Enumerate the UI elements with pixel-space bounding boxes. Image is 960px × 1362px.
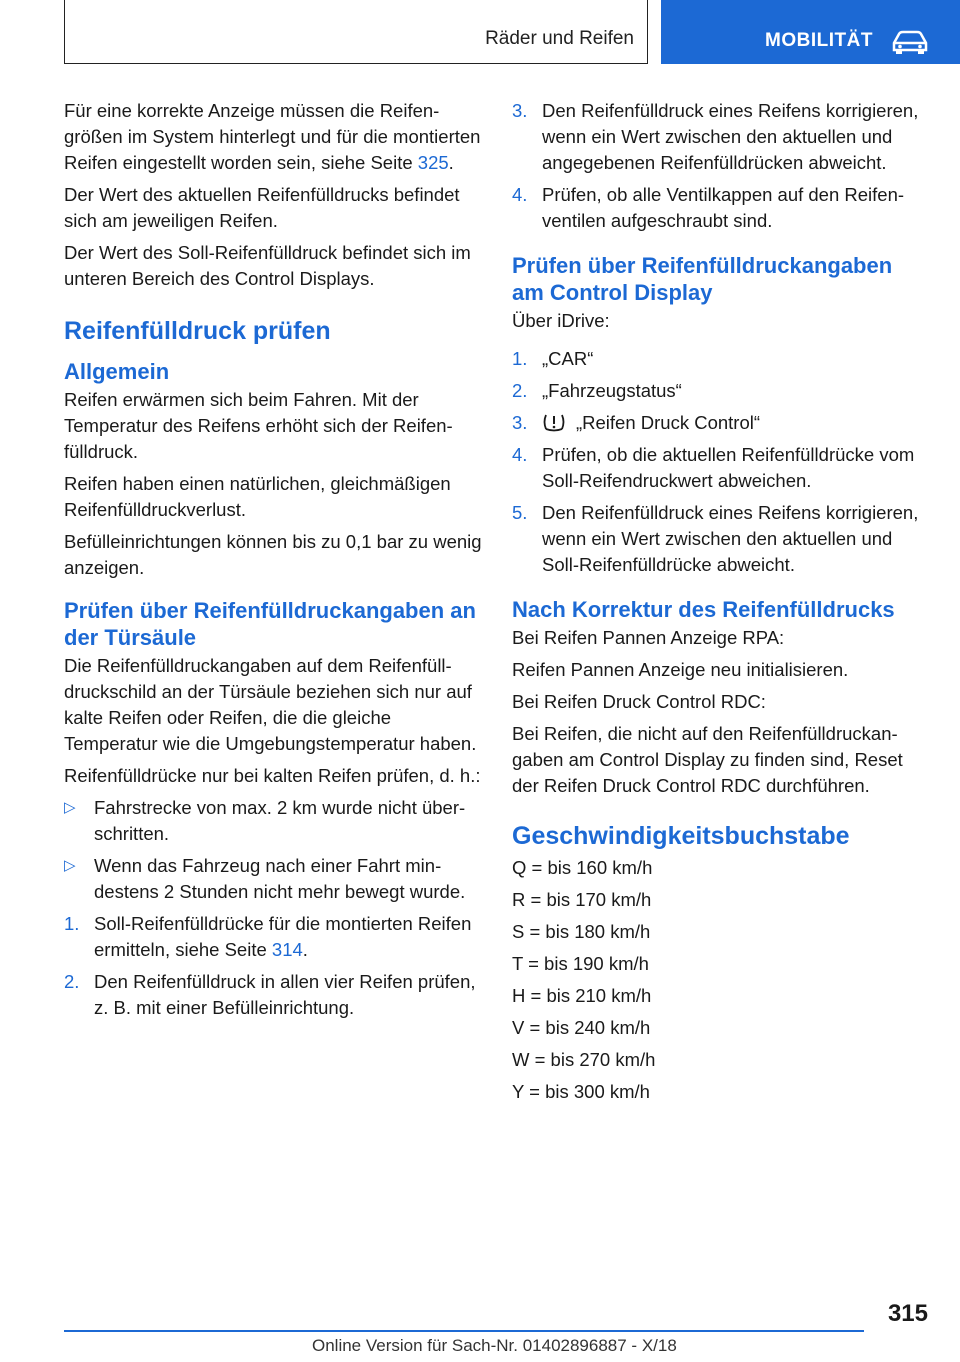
step-number: 3. [512,412,528,433]
page-link-325[interactable]: 325 [417,152,449,173]
speed-line: Y = bis 300 km/h [512,1081,650,1102]
step-text: „Fahrzeugstatus“ [542,380,682,401]
step-number: 1. [512,348,528,369]
step-text: Soll-Reifenfülldrücke für die montierten Reifen ermitteln, siehe Seite [94,913,472,960]
door-paragraph-1: Die Reifenfülldruckangaben auf dem Reifenfülldruckschild an der Türsäule beziehen sich nur auf kalte Reifen oder Reifen, die die gleiche Temperatur wie die Umgebungstemperatur haben. [64,655,477,754]
intro-period: . [448,152,454,173]
chapter-title: MOBILITÄT [765,30,873,51]
triangle-bullet-icon: ▷ [64,799,76,816]
intro-text: Für eine korrekte Anzeige müssen die Reifengrößen im System hinterlegt und für die montierten Reifen eingestellt worden sein, siehe Seite [64,100,481,173]
step-number: 5. [512,502,528,523]
speed-line: R = bis 170 km/h [512,889,652,910]
step-text: Prüfen, ob alle Ventilkappen auf den Reifenventilen aufgeschraubt sind. [542,184,905,231]
bullet-item [64,853,482,905]
after-paragraph-3: Bei Reifen Druck Control RDC: [512,691,766,712]
step-period: . [302,939,308,960]
heading-after-correction: Nach Korrektur des Reifenfülldrucks [512,597,895,622]
speed-line: V = bis 240 km/h [512,1017,651,1038]
step-text: Prüfen, ob die aktuellen Reifenfülldrücke vom Soll-Reifendruckwert abweichen. [542,444,915,491]
step-text: Den Reifenfülldruck eines Reifens korrigieren, wenn ein Wert zwischen den aktuellen und Soll-Reifenfülldrücke abweicht. [542,502,919,575]
heading-speed-letter: Geschwindigkeitsbuchstabe [512,822,850,850]
after-paragraph-1: Bei Reifen Pannen Anzeige RPA: [512,627,785,648]
step-number: 2. [512,380,528,401]
after-paragraph-2: Reifen Pannen Anzeige neu initialisieren. [512,659,849,680]
step-item [512,500,930,578]
general-paragraph-1: Reifen erwärmen sich beim Fahren. Mit der Temperatur des Reifens erhöht sich der Reifenfülldruck. [64,389,453,462]
step-text: Den Reifenfülldruck in allen vier Reifen prüfen, z. B. mit einer Befülleinrichtung. [94,971,476,1018]
page-number: 315 [887,1300,928,1327]
step-item [512,378,930,404]
step-number: 4. [512,184,528,205]
triangle-bullet-icon: ▷ [64,857,76,874]
chapter-tab [661,0,960,64]
step-item [512,346,930,372]
heading-check-pressure: Reifenfülldruck prüfen [64,317,331,345]
tire-pressure-warning-icon [542,412,566,432]
intro-paragraph-2: Der Wert des aktuellen Reifenfülldrucks befindet sich am jeweiligen Reifen. [64,184,460,231]
speed-line: S = bis 180 km/h [512,921,651,942]
left-column [64,98,482,1027]
bullet-text: Wenn das Fahrzeug nach einer Fahrt mindestens 2 Stunden nicht mehr bewegt wurde. [94,855,466,902]
general-paragraph-3: Befülleinrichtungen können bis zu 0,1 bar zu wenig anzeigen. [64,531,482,578]
idrive-label: Über iDrive: [512,310,610,331]
step-number: 4. [512,444,528,465]
step-text: „CAR“ [542,348,594,369]
step-item [64,969,482,1021]
step-text: „Reifen Druck Control“ [576,412,761,433]
step-item [512,442,930,494]
speed-line: H = bis 210 km/h [512,985,652,1006]
general-paragraph-2: Reifen haben einen natürlichen, gleichmäßigen Reifenfülldruckverlust. [64,473,451,520]
step-number: 2. [64,971,80,992]
step-item [64,911,482,963]
speed-line: T = bis 190 km/h [512,953,649,974]
intro-paragraph [64,98,482,176]
car-icon [890,29,930,55]
step-text: Den Reifenfülldruck eines Reifens korrigieren, wenn ein Wert zwischen den aktuellen und angegebenen Reifenfülldrücken abweicht. [542,100,919,173]
step-item [512,410,930,436]
heading-general: Allgemein [64,359,170,384]
intro-paragraph-3: Der Wert des Soll-Reifenfülldruck befindet sich im unteren Bereich des Control Displays. [64,242,471,289]
door-paragraph-2: Reifenfülldrücke nur bei kalten Reifen prüfen, d. h.: [64,765,481,786]
step-number: 3. [512,100,528,121]
section-title: Räder und Reifen [485,28,634,49]
heading-control-display: Prüfen über Reifenfülldruckangaben am Control Display [512,253,893,305]
page-link-314[interactable]: 314 [271,939,303,960]
after-paragraph-4: Bei Reifen, die nicht auf den Reifenfülldruckangaben am Control Display zu finden sind, Reset der Reifen Druck Control RDC durchführen. [512,723,903,796]
step-item [512,98,930,176]
step-item [512,182,930,234]
step-number: 1. [64,913,80,934]
speed-line: Q = bis 160 km/h [512,857,653,878]
heading-door-pillar: Prüfen über Reifenfülldruckangaben an der Türsäule [64,598,476,650]
bullet-text: Fahrstrecke von max. 2 km wurde nicht überschritten. [94,797,466,844]
speed-line: W = bis 270 km/h [512,1049,656,1070]
right-column [512,98,930,1111]
footer-divider [64,1330,864,1332]
footer-online-version: Online Version für Sach-Nr. 01402896887 - X/18 [312,1336,677,1355]
bullet-item [64,795,482,847]
